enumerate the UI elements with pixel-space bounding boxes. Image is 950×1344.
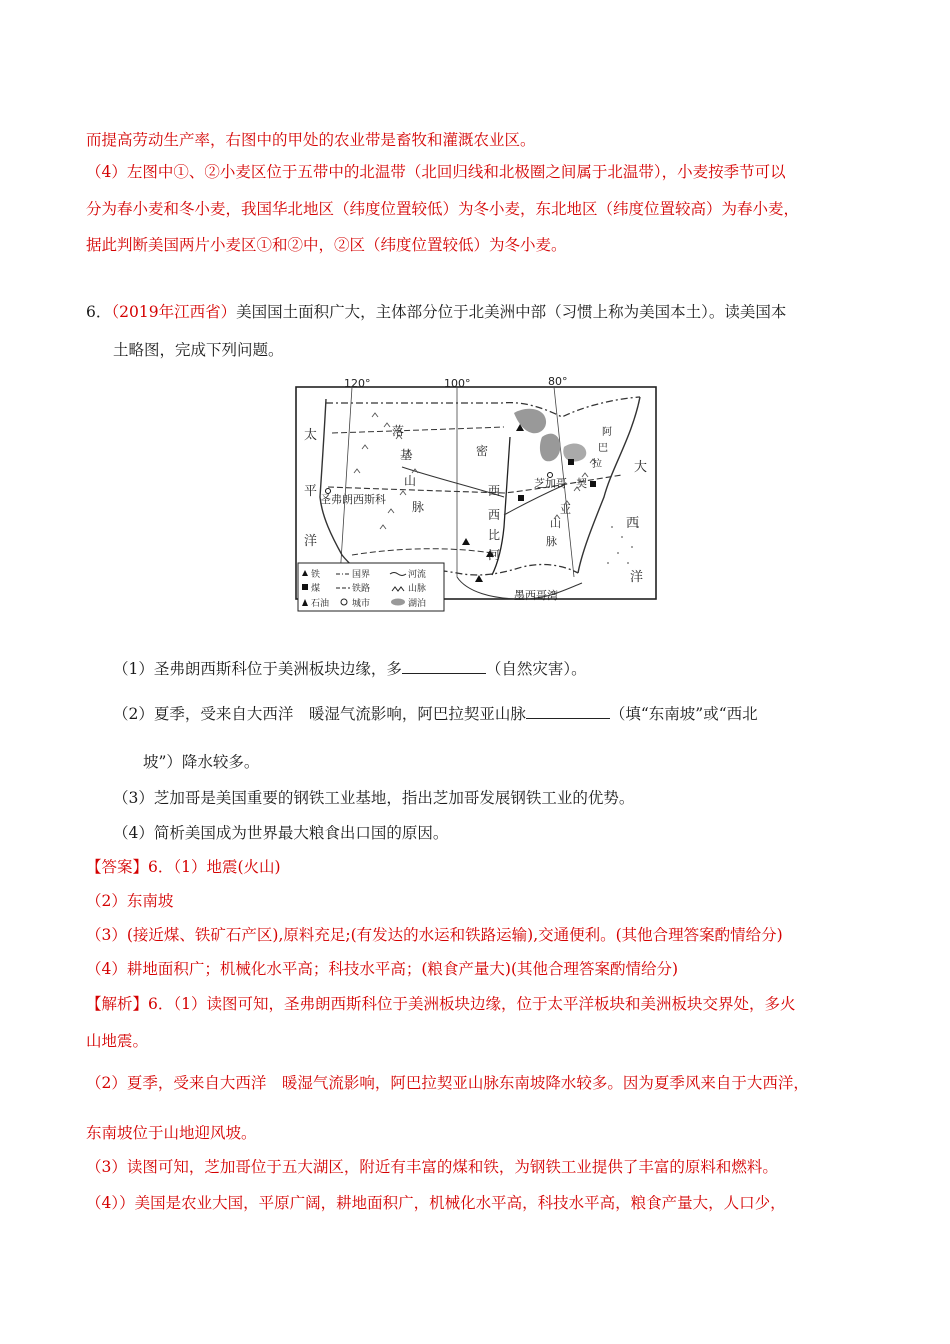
lon-label-100: 100° [444, 377, 471, 390]
legend-row-3 [302, 597, 426, 609]
atlantic-label-3: 洋 [630, 570, 644, 585]
answer-line-4: （4）耕地面积广；机械化水平高；科技水平高；(粮食产量大)(其他合理答案酌情给分) [86, 960, 679, 978]
answer-line-2: （2）东南坡 [86, 892, 174, 910]
appalachian-label-3: 拉 [592, 459, 602, 470]
great-lakes-erie [563, 444, 586, 462]
question-stem [86, 301, 786, 323]
lon-label-120: 120° [344, 377, 371, 390]
prev-answer-line-1: 而提高劳动生产率，右图中的甲处的农业带是畜牧和灌溉农业区。 [86, 131, 536, 149]
answer-line-1: 【答案】6．（1）地震(火山) [86, 858, 281, 876]
answer-blank-2[interactable] [526, 702, 610, 719]
appalachian-label-2: 巴 [598, 443, 608, 454]
mississippi-label-1: 密 [476, 444, 489, 458]
rocky-label-2: 基 [400, 448, 413, 462]
svg-text:山脉: 山脉 [408, 584, 427, 594]
chicago-label: 芝加哥 [534, 477, 567, 490]
pacific-label-3: 洋 [304, 534, 318, 549]
sub-question-3: （3）芝加哥是美国重要的钢铁工业基地，指出芝加哥发展钢铁工业的优势。 [113, 789, 635, 807]
atlantic-label-1: 大 [634, 460, 648, 475]
mississippi-label-4: 比 [488, 528, 501, 542]
mississippi-label-2: 西 [488, 484, 501, 498]
atlantic-label-2: 西 [626, 516, 640, 531]
sub-question-1: （1）圣弗朗西斯科位于美洲板块边缘，多 （自然灾害）。 [113, 657, 587, 680]
analysis-line-3: （2）夏季，受来自大西洋 暖湿气流影响，阿巴拉契亚山脉东南坡降水较多。因为夏季风来自于大西洋， [86, 1074, 809, 1092]
san-francisco-label: 圣弗朗西斯科 [320, 493, 386, 506]
answer-line-3: （3）(接近煤、铁矿石产区),原料充足;(有发达的水运和铁路运输),交通便利。(其他合理答案酌情给分) [86, 926, 783, 944]
pacific-label-1: 太 [304, 428, 318, 443]
svg-text:煤: 煤 [311, 584, 321, 594]
sub-question-2: （2）夏季，受来自大西洋 暖湿气流影响，阿巴拉契亚山脉 （填“东南坡”或“西北 [113, 702, 758, 725]
analysis-line-5: （3）读图可知，芝加哥位于五大湖区，附近有丰富的煤和铁，为钢铁工业提供了丰富的原料和燃料。 [86, 1158, 778, 1176]
appalachian-label-7: 脉 [546, 535, 557, 548]
analysis-line-1: 【解析】6．（1）读图可知，圣弗朗西斯科位于美洲板块边缘，位于太平洋板块和美洲板块交界处，多火 [86, 995, 796, 1013]
analysis-line-2: 山地震。 [86, 1032, 149, 1050]
sub-question-4: （4）简析美国成为世界最大粮食出口国的原因。 [113, 824, 449, 842]
analysis-tag: 【解析】 [86, 995, 149, 1013]
prev-answer-line-3: 分为春小麦和冬小麦，我国华北地区（纬度位置较低）为冬小麦，东北地区（纬度位置较高）为春小麦， [86, 200, 800, 218]
svg-text:铁: 铁 [311, 570, 321, 580]
svg-text:石油: 石油 [311, 599, 330, 609]
prev-answer-line-2: （4）左图中①、②小麦区位于五带中的北温带（北回归线和北极圈之间属于北温带），小麦按季节可以 [86, 163, 786, 181]
svg-text:城市: 城市 [352, 599, 371, 609]
rocky-label-4: 脉 [412, 500, 425, 514]
rocky-label-1: 落 [392, 424, 405, 438]
gulf-of-mexico-label: 墨西哥湾 [514, 589, 558, 602]
question-source: （2019年江西省） [111, 303, 237, 321]
lon-label-80: 80° [548, 377, 568, 388]
rocky-label-3: 山 [404, 474, 417, 488]
mississippi-label-3: 西 [488, 508, 501, 522]
answer-tag: 【答案】 [86, 858, 149, 876]
svg-text:河流: 河流 [408, 570, 427, 580]
us-map-figure [292, 377, 662, 629]
pacific-label-2: 平 [304, 484, 318, 499]
svg-text:国界: 国界 [352, 570, 371, 580]
sub-question-2-line-2: 坡”）降水较多。 [143, 753, 260, 771]
appalachian-label-4: 契 [576, 477, 587, 490]
prev-answer-line-4: 据此判断美国两片小麦区①和②中，②区（纬度位置较低）为冬小麦。 [86, 236, 567, 254]
question-stem-line-2: 土略图，完成下列问题。 [113, 341, 284, 359]
answer-blank-1[interactable] [402, 657, 486, 674]
appalachian-label-6: 山 [550, 517, 561, 530]
question-number: 6． [86, 303, 112, 321]
analysis-line-6: （4））美国是农业大国，平原广阔，耕地面积广，机械化水平高，科技水平高，粮食产量大，人口少， [86, 1194, 786, 1212]
appalachian-label-5: 亚 [560, 503, 571, 516]
svg-text:湖泊: 湖泊 [408, 599, 427, 609]
mississippi-label-5: 河 [488, 548, 501, 562]
svg-text:铁路: 铁路 [352, 584, 371, 594]
analysis-line-4: 东南坡位于山地迎风坡。 [86, 1124, 257, 1142]
appalachian-label-1: 阿 [602, 427, 612, 438]
question-stem-text: 美国国土面积广大，主体部分位于北美洲中部（习惯上称为美国本土）。读美国本 [236, 303, 787, 321]
